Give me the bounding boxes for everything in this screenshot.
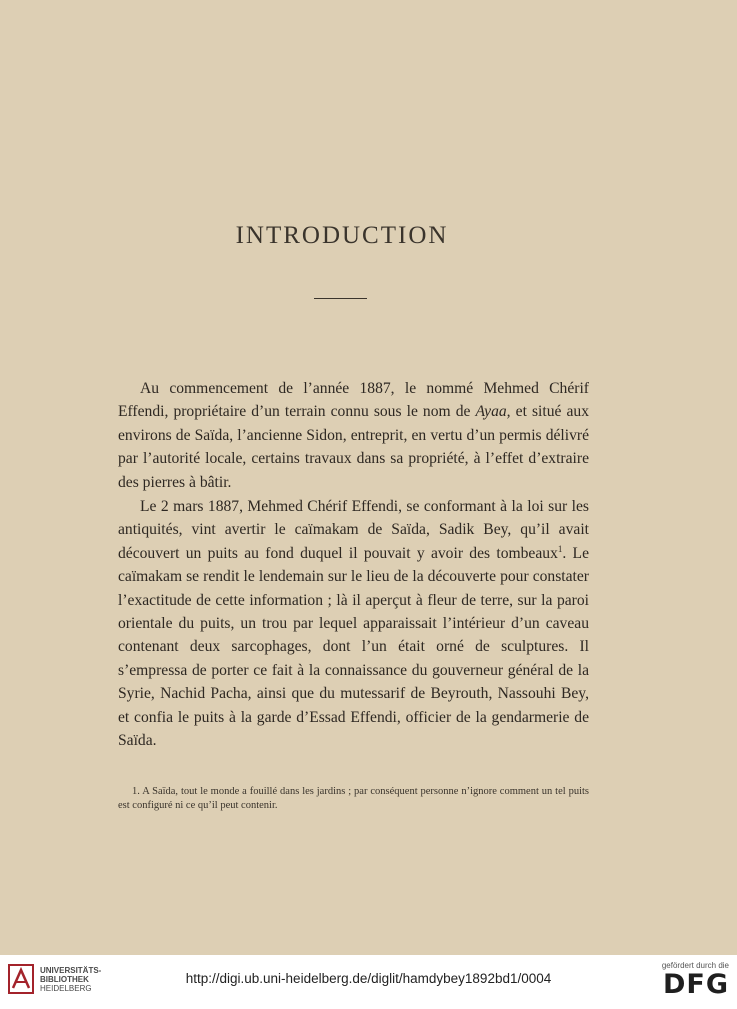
footnote-marker[interactable]: 1 [557,543,563,554]
body-text [118,377,589,753]
library-line-1: UNIVERSITÄTS- [40,965,102,975]
page-title: INTRODUCTION [235,222,449,249]
library-line-2: BIBLIOTHEK [40,974,89,984]
library-line-3: HEIDELBERG [40,983,92,993]
dfg-wordmark: DFG [662,969,729,1000]
page-url-link[interactable]: http://digi.ub.uni-heidelberg.de/diglit/hamdybey1892bd1/0004 [185,971,552,986]
title-divider [314,298,367,299]
funding-text: gefördert durch die [661,961,729,970]
viewer-footer-bar [0,955,737,1009]
paragraph: Au commencement de l’année 1887, le nommé Mehmed Chérif Effendi, propriétaire d’un terrain connu sous le nom de Ayaa, et situé aux environs de Saïda, l’ancienne Sidon, entreprit, en vertu d’un permis délivré par l’autorité locale, certains travaux dans sa propriété, à l’effet d’extraire des pierres à bâtir. [118,380,589,491]
italic-text: Ayaa, [475,403,511,421]
dfg-logo[interactable] [662,961,729,1000]
paragraph: Le 2 mars 1887, Mehmed Chérif Effendi, se conformant à la loi sur les antiquités, vint avertir le caïmakam de Saïda, Sadik Bey, qu’il avait découvert un puits au fond duquel il pouvait y avoir des tombeaux$^1$. Le caïmakam se rendit le lendemain sur le lieu de la découverte pour constater l’exactitude de cette information ; là il aperçut à fleur de terre, sur la paroi orientale du puits, un trou par lequel apparaissait l’intérieur d’un caveau contenant deux sarcophages, dont l’un était orné de sculptures. Il s’empressa de porter ce fait à la connaissance du gouverneur général de la Syrie, Nachid Pacha, ainsi que du mutessarif de Beyrouth, Nassouhi Bey, et confia le puits à la garde d’Essad Effendi, officier de la gendarmerie de Saïda. [118,498,590,750]
footnote: 1. A Saïda, tout le monde a fouillé dans les jardins ; par conséquent personne n’ignore comment un tel puits est configuré ni ce qu’il peut contenir. [118,786,589,811]
